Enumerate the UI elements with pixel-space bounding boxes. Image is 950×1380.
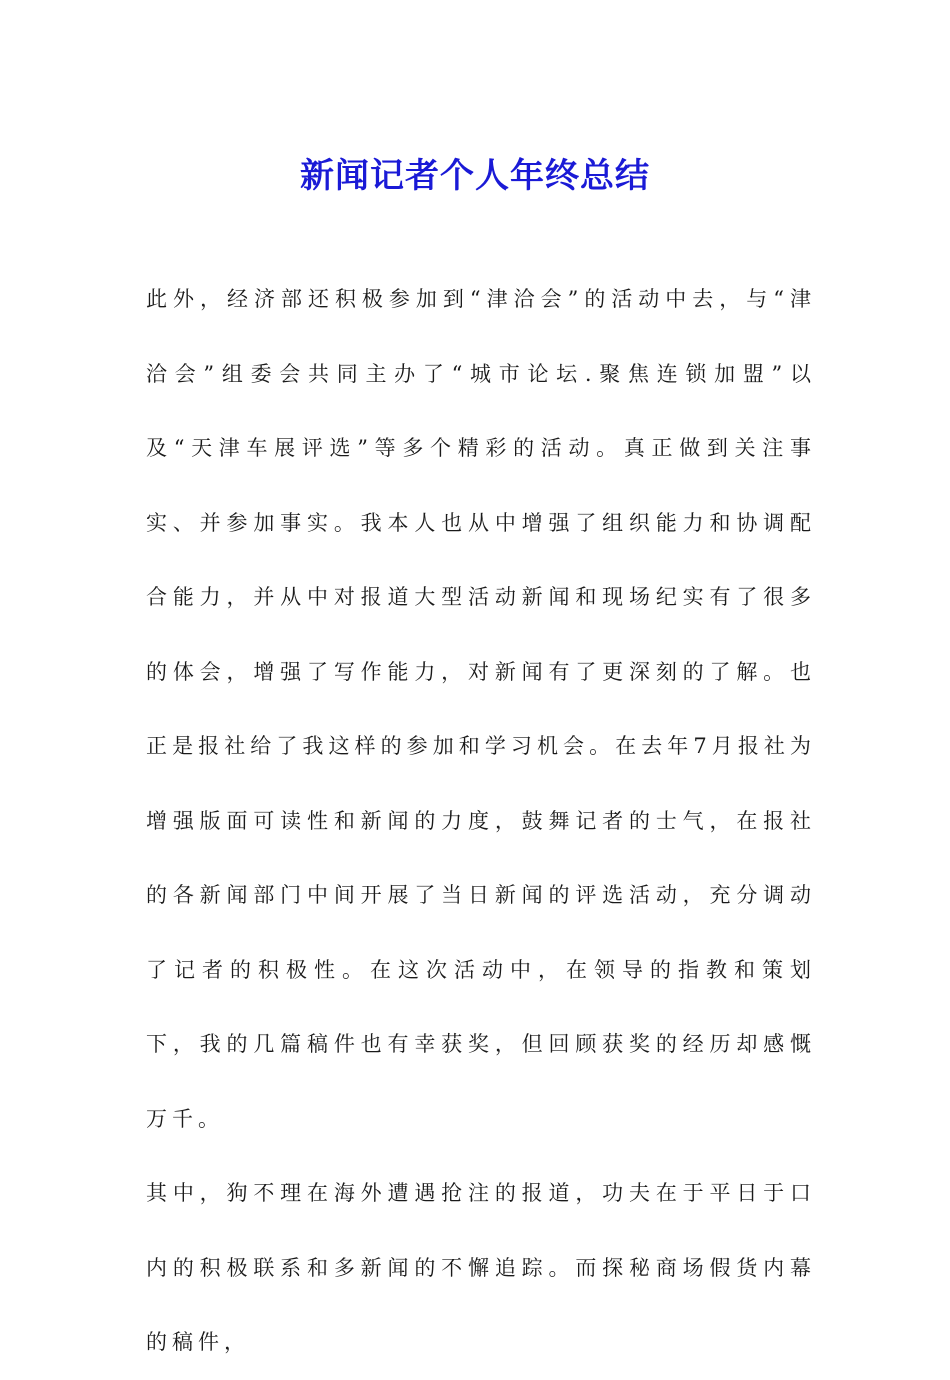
- body-paragraph-2: 其中，狗不理在海外遭遇抢注的报道，功夫在于平日于口内的积极联系和多新闻的不懈追踪。而探秘商场假货内幕的稿件，: [146, 1181, 816, 1354]
- body-paragraph-1: 此外，经济部还积极参加到“津洽会”的活动中去，与“津洽会”组委会共同主办了“城市论坛.聚焦连锁加盟”以及“天津车展评选”等多个精彩的活动。真正做到关注事实、并参加事实。我本人也从中增强了组织能力和协调配合能力，并从中对报道大型活动新闻和现场纪实有了很多的体会，增强了写作能力，对新闻有了更深刻的了解。也正是报社给了我这样的参加和学习机会。在去年7月报社为增强版面可读性和新闻的力度，鼓舞记者的士气，在报社的各新闻部门中间开展了当日新闻的评选活动，充分调动了记者的积极性。在这次活动中，在领导的指教和策划下，我的几篇稿件也有幸获奖，但回顾获奖的经历却感慨万千。: [146, 287, 816, 1131]
- document-body: [146, 262, 816, 1380]
- document-title: 新闻记者个人年终总结: [300, 155, 650, 196]
